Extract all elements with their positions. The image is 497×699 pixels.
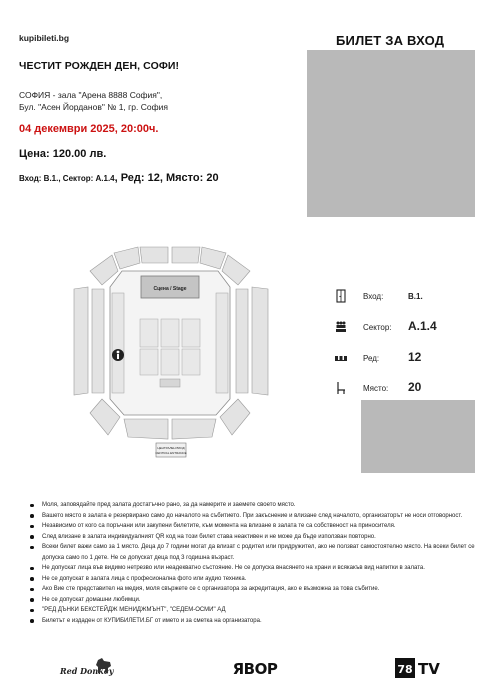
map-sector-top-2: [172, 247, 200, 263]
seat-summary-entrance: Вход: В.1.,: [19, 174, 61, 183]
map-sector-corner-ne: [222, 255, 250, 285]
seat-summary-seat: , Място: 20: [159, 172, 219, 184]
map-tier-left: [112, 293, 124, 393]
yavor-logo-text: ЯВОР: [232, 660, 278, 676]
map-sector-right-inner: [236, 289, 248, 393]
red-donkey-logo-text: Red Donkey: [60, 666, 114, 676]
rule-item: Билетът е издаден от КУПИБИЛЕТИ.БГ от името и за сметка на организатора.: [30, 616, 475, 627]
seat-summary: [19, 172, 219, 184]
info-seat: [334, 379, 444, 399]
map-sector-left-outer: [74, 287, 88, 395]
door-icon: [334, 289, 348, 303]
crowd-icon: [334, 320, 348, 334]
rule-item: Не допускат лица във видимо нетрезво или неадекватно състояние. Не се допуска внасянето на храни и всякакъв вид напитки в залата.: [30, 563, 475, 574]
rule-item: "РЕД ДЪНКИ БЕКСТЕЙДЖ МЕНИДЖМЪНТ", "СЕДЕМ-ОСМИ" АД: [30, 605, 475, 616]
rule-item: Не се допускат домашни любимци.: [30, 595, 475, 606]
chair-icon: [334, 381, 348, 395]
map-tier-right: [216, 293, 228, 393]
row-value: 12: [408, 350, 422, 364]
rule-item: Моля, заповядайте пред залата достатъчно рано, за да намерите и заемете своето място.: [30, 500, 475, 511]
map-stage-label: Сцена / Stage: [153, 286, 187, 292]
ticket-label: БИЛЕТ ЗА ВХОД: [336, 33, 445, 48]
rule-item: Независимо от кого са поръчани или закупени билетите, към момента на влизане в залата те са собственост на приносителя.: [30, 521, 475, 532]
event-title: ЧЕСТИТ РОЖДЕН ДЕН, СОФИ!: [19, 60, 180, 72]
venue-address: [19, 89, 168, 113]
ticket-price: Цена: 120.00 лв.: [19, 148, 107, 160]
map-sector-bottom-2: [172, 419, 216, 439]
yavor-logo: [225, 660, 285, 676]
map-entrance-label-en: CENTRAL ENTRANCE: [155, 451, 187, 455]
rule-item: След влизане в залата индивидуалният QR код на този билет става неактивен и не може да бъде използван повторно.: [30, 532, 475, 543]
row-label: Ред:: [363, 354, 380, 363]
map-sector-top-right: [200, 247, 226, 269]
venue-line-2: Бул. "Асен Йорданов" № 1, гр. София: [19, 102, 168, 112]
sector-value: А.1.4: [408, 319, 437, 333]
78tv-badge-text: 78: [397, 663, 413, 676]
78tv-logo: [395, 658, 445, 678]
map-floor-block-5: [161, 349, 179, 375]
map-sector-right-outer: [252, 287, 268, 395]
map-floor-block-2: [161, 319, 179, 347]
rule-item: Ако Вие сте представител на медия, моля свържете се с организатора за акредитация, ако е възможна за това събитие.: [30, 584, 475, 595]
red-donkey-logo: [58, 656, 114, 680]
78tv-logo-text: TV: [418, 660, 440, 678]
seat-label: Място:: [363, 384, 389, 393]
map-sector-corner-nw: [90, 255, 118, 285]
map-floor-block-4: [140, 349, 158, 375]
site-name[interactable]: kupibileti.bg: [19, 33, 70, 43]
ticket-rules-list: [30, 500, 475, 626]
barcode-placeholder: [361, 400, 475, 473]
seat-summary-row: , Ред: 12: [114, 172, 160, 184]
seat-value: 20: [408, 380, 422, 394]
seat-row-icon: [334, 351, 348, 365]
qr-code-placeholder: [307, 50, 475, 217]
map-floor-block-3: [182, 319, 200, 347]
entrance-label: Вход:: [363, 292, 384, 301]
map-floor-block-1: [140, 319, 158, 347]
info-row: [334, 349, 444, 369]
map-sector-top-left: [114, 247, 140, 269]
rule-item: Всеки билет важи само за 1 място. Деца до 7 години могат да влизат с родител или придружител, ако не ползват самостоятелно място. На всеки билет се допуска само по 1 дете. Не се допускат деца под 3 годишна възраст.: [30, 542, 475, 563]
info-sector: [334, 318, 444, 338]
venue-line-1: СОФИЯ - зала "Арена 8888 София",: [19, 90, 163, 100]
sector-label: Сектор:: [363, 323, 392, 332]
map-control-booth: [160, 379, 180, 387]
venue-seating-map: [68, 243, 274, 465]
map-floor-block-6: [182, 349, 200, 375]
rule-item: Не се допускат в залата лица с професионална фото или аудио техника.: [30, 574, 475, 585]
map-sector-left-inner: [92, 289, 104, 393]
seat-summary-sector: Сектор: А.1.4: [60, 174, 115, 183]
event-datetime: 04 декември 2025, 20:00ч.: [19, 123, 159, 135]
info-entrance: [334, 287, 444, 307]
map-entrance-label: ЦЕНТРАЛЕН ВХОД: [157, 446, 185, 450]
rule-item: Вашето място в залата е резервирано само до началото на събитието. При закъснение и влизане след началото, организаторът не носи отговорност.: [30, 511, 475, 522]
entrance-value: В.1.: [408, 292, 423, 301]
map-sector-top-1: [140, 247, 168, 263]
map-sector-bottom-1: [124, 419, 168, 439]
